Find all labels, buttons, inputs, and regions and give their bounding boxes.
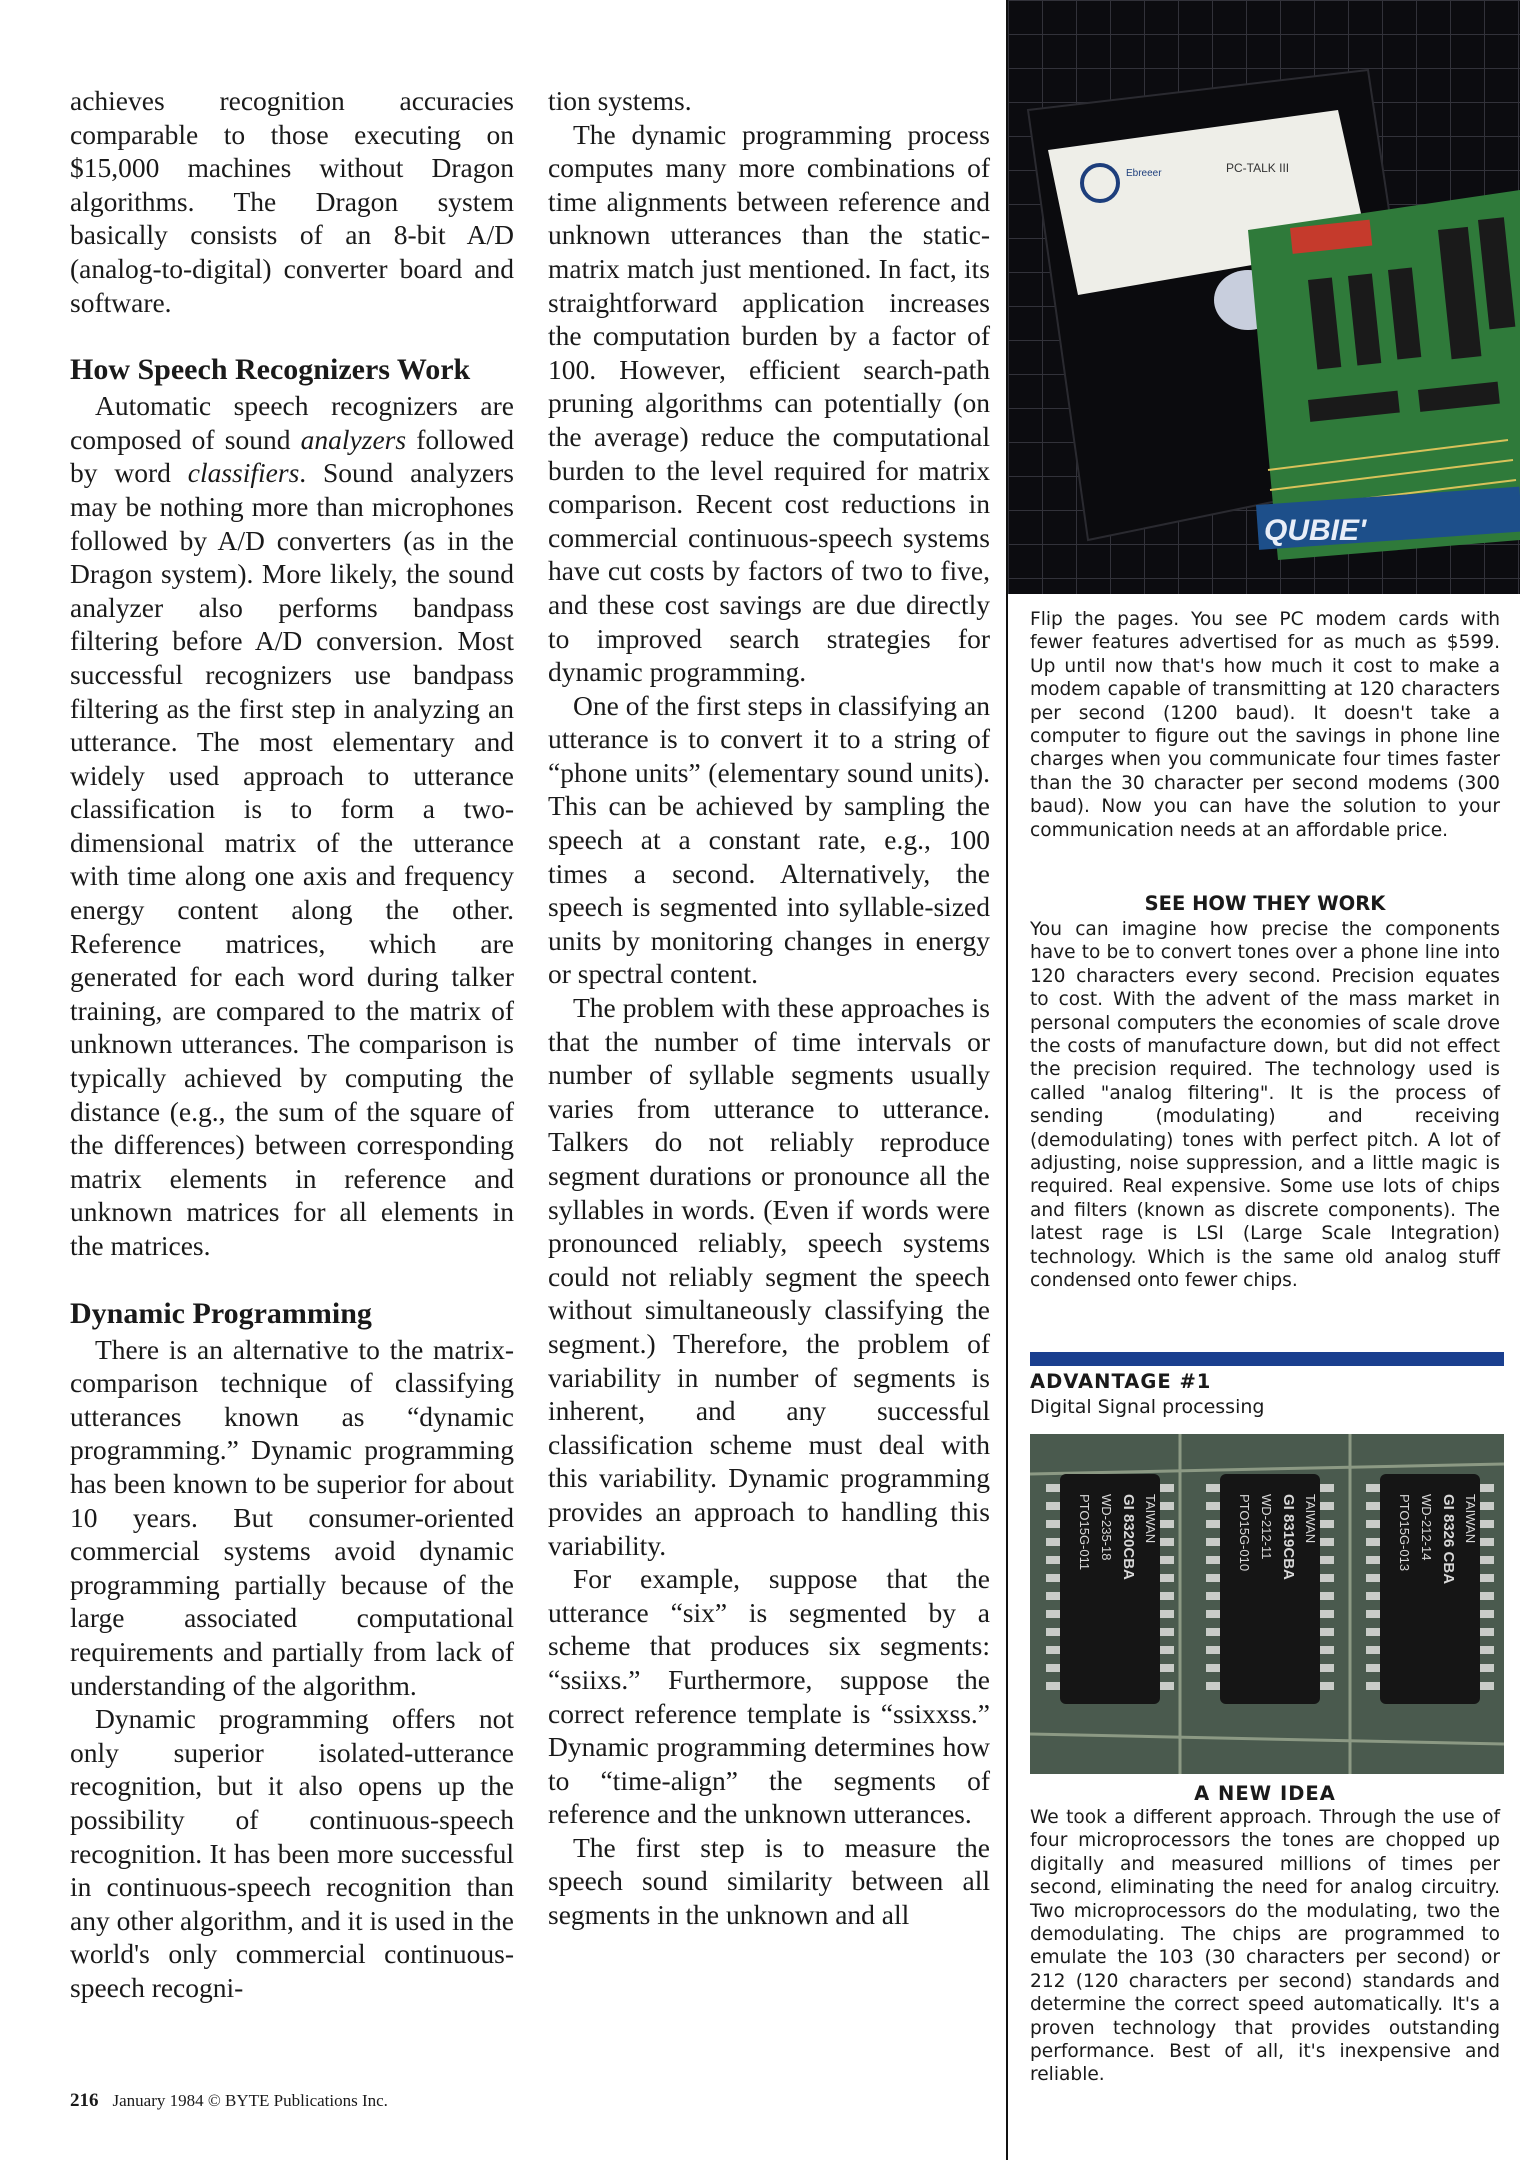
- paragraph: Dynamic programming offers not only superior isolated-utterance recognition, but it also opens up the possibility of continuous-speech recognition. It has been more successful in continuous-speech recognition than any other algorithm, and it is used in the world's only commercial continuous-speech recogni-: [70, 1703, 514, 2003]
- chip-pin: [1320, 1520, 1334, 1528]
- dsp-chip: [1206, 1474, 1334, 1704]
- chip-pin: [1366, 1682, 1380, 1690]
- chip-pin: [1366, 1628, 1380, 1636]
- chip-pin: [1480, 1682, 1494, 1690]
- chip-pin: [1206, 1484, 1220, 1492]
- chips-photo: [1030, 1434, 1504, 1774]
- chip-pin: [1046, 1502, 1060, 1510]
- chip-pin: [1366, 1664, 1380, 1672]
- chip-pin: [1366, 1502, 1380, 1510]
- chip-pin: [1046, 1592, 1060, 1600]
- ad-section-heading: SEE HOW THEY WORK: [1144, 892, 1386, 915]
- ad-new-idea-text: We took a different approach. Through the use of four microprocessors the tones are chopped up digitally and measured millions of times per second, eliminating the need for analog circuitry. Two microprocessors do the modulating, two the demodulating. The chips are programmed to emulate the 103 (30 characters per second) or 212 (120 characters per second) standards and determine the correct speed automatically. It's a proven technology that provides outstanding performance. Best of all, it's inexpensive and reliable.: [1030, 1807, 1500, 2086]
- chip-pin: [1366, 1520, 1380, 1528]
- section-heading: How Speech Recognizers Work: [70, 353, 471, 387]
- chip-label: WD-235-18: [1099, 1494, 1114, 1561]
- chip-label: GI 8320CBA: [1120, 1494, 1137, 1580]
- ad-how-text: You can imagine how precise the components have to be to convert tones over a phone line into 120 characters every second. Precision equates to cost. With the advent of the mass market in personal computers the economies of scale drove the costs of manufacture down, but did not effect the precision required. The technology used is called "analog filtering". It is the process of sending (modulating) and receiving (demodulating) tones with perfect pitch. A lot of adjusting, noise suppression, and a little magic is required. Real expensive. Some use lots of chips and filters (known as discrete components). The latest rage is LSI (Large Scale Integration) technology. Which is the same old analog stuff condensed onto fewer chips.: [1030, 919, 1500, 1292]
- chip-label: TAIWAN: [1143, 1494, 1158, 1544]
- chip-pin: [1320, 1646, 1334, 1654]
- chip-pin: [1046, 1664, 1060, 1672]
- chip-pin: [1206, 1556, 1220, 1564]
- chips-illustration: [1030, 1434, 1504, 1774]
- chip-label: PTO15G-013: [1397, 1494, 1412, 1572]
- chip-pin: [1320, 1574, 1334, 1582]
- chip-pin: [1046, 1628, 1060, 1636]
- chip-pin: [1366, 1556, 1380, 1564]
- chip-pin: [1160, 1556, 1174, 1564]
- dsp-chip: [1366, 1474, 1494, 1704]
- paragraph: Automatic speech recognizers are composed of sound analyzers followed by word classifiers. Sound analyzers may be nothing more than microphones followed by A/D converters (as in the Dragon system). More likely, the sound analyzer also performs bandpass filtering before A/D conversion. Most successful recognizers use bandpass filtering as the first step in analyzing an utterance. The most elementary and widely used approach to utterance classification is to form a two-dimensional matrix of the utterance with time along one axis and frequency energy content along the other. Reference matrices, which are generated for each word during talker training, are compared to the matrix of unknown utterances. The comparison is typically achieved by computing the distance (e.g., the sum of the square of the differences) between corresponding matrix elements in reference and unknown matrices for all elements in the matrices.: [70, 390, 514, 1261]
- chip-pin: [1160, 1592, 1174, 1600]
- chip-pin: [1160, 1502, 1174, 1510]
- chip-pin: [1206, 1682, 1220, 1690]
- advertisement: [1008, 0, 1520, 2160]
- chip-pin: [1160, 1484, 1174, 1492]
- paragraph: The problem with these approaches is that the number of time intervals or number of syllable segments usually varies from utterance to utterance. Talkers do not reliably reproduce segment durations or pronounce all the syllables in words. (Even if words were pronounced reliably, speech systems could not reliably segment the speech without simultaneously classifying the segment.) Therefore, the problem of variability in number of segments is inherent, and any successful classification scheme must deal with this variability. Dynamic programming provides an approach to handling this variability.: [548, 992, 990, 1561]
- chip-pin: [1320, 1484, 1334, 1492]
- chip-pin: [1206, 1628, 1220, 1636]
- chip-pin: [1046, 1520, 1060, 1528]
- chip-label: GI 8326 CBA: [1440, 1494, 1457, 1585]
- chip-pin: [1206, 1502, 1220, 1510]
- chip-pin: [1206, 1538, 1220, 1546]
- chip-pin: [1160, 1610, 1174, 1618]
- chip-pin: [1480, 1592, 1494, 1600]
- chip-pin: [1206, 1610, 1220, 1618]
- chip-pin: [1160, 1664, 1174, 1672]
- page-number: 216: [70, 2090, 99, 2111]
- article-column-2: [548, 84, 990, 1932]
- paragraph: The first step is to measure the speech sound similarity between all segments in the unknown and all: [548, 1831, 990, 1931]
- chip-pin: [1046, 1556, 1060, 1564]
- paragraph: There is an alternative to the matrix-comparison technique of classifying utterances known as “dynamic programming.” Dynamic programming has been known to be superior for about 10 years. But consumer-oriented commercial systems avoid dynamic programming partially because of the large associated computational requirements and partially from lack of understanding of the algorithm.: [70, 1333, 514, 1701]
- chip-pin: [1320, 1502, 1334, 1510]
- chip-pin: [1206, 1664, 1220, 1672]
- chip-pin: [1160, 1628, 1174, 1636]
- ad-advantage-heading: ADVANTAGE #1: [1030, 1370, 1212, 1393]
- chip-pin: [1206, 1646, 1220, 1654]
- chip-pin: [1480, 1556, 1494, 1564]
- chip-pin: [1480, 1628, 1494, 1636]
- disk-label-text: PC-TALK III: [1226, 161, 1290, 175]
- section-heading: Dynamic Programming: [70, 1296, 372, 1330]
- chip-pin: [1160, 1520, 1174, 1528]
- chip-label: WD-212-14: [1419, 1494, 1434, 1561]
- paragraph: One of the first steps in classifying an utterance is to convert it to a string of “phone units” (elementary sound units). This can be achieved by sampling the speech at a constant rate, e.g., 100 times a second. Alternatively, the speech is segmented into syllable-sized units by monitoring changes in energy or spectral content.: [548, 689, 990, 990]
- dsp-chip: [1046, 1474, 1174, 1704]
- paragraph: For example, suppose that the utterance “six” is segmented by a scheme that produces six segments: “ssiixs.” Furthermore, suppose the correct reference template is “ssixxss.” Dynamic programming determines how to “time-align” the segments of reference and the unknown utterances.: [548, 1563, 990, 1830]
- chip-pin: [1320, 1682, 1334, 1690]
- chip-pin: [1046, 1646, 1060, 1654]
- chip-pin: [1480, 1646, 1494, 1654]
- chip-pin: [1480, 1520, 1494, 1528]
- ad-new-idea-heading: A NEW IDEA: [1194, 1782, 1336, 1805]
- chip-pin: [1366, 1592, 1380, 1600]
- ad-advantage-subheading: Digital Signal processing: [1030, 1396, 1265, 1418]
- chip-pin: [1480, 1502, 1494, 1510]
- chip-pin: [1320, 1610, 1334, 1618]
- chip-pin: [1160, 1538, 1174, 1546]
- chip-pin: [1366, 1610, 1380, 1618]
- chip-pin: [1046, 1538, 1060, 1546]
- chip-pin: [1480, 1610, 1494, 1618]
- chip-label: WD-212-11: [1259, 1494, 1274, 1560]
- chip-pin: [1046, 1484, 1060, 1492]
- chip-pin: [1160, 1682, 1174, 1690]
- chip-label: TAIWAN: [1303, 1494, 1318, 1544]
- chip-pin: [1480, 1484, 1494, 1492]
- chip-pin: [1160, 1574, 1174, 1582]
- chip-label: PTO15G-011: [1077, 1494, 1092, 1571]
- chip-pin: [1206, 1574, 1220, 1582]
- chip-pin: [1320, 1664, 1334, 1672]
- chip-pin: [1046, 1574, 1060, 1582]
- paragraph: tion systems.: [548, 85, 692, 116]
- chip-pin: [1206, 1592, 1220, 1600]
- chip-pin: [1480, 1538, 1494, 1546]
- chip-pin: [1320, 1592, 1334, 1600]
- chip-pin: [1206, 1520, 1220, 1528]
- chip-label: PTO15G-010: [1237, 1494, 1252, 1572]
- chip-pin: [1320, 1538, 1334, 1546]
- chip-label: GI 8319CBA: [1280, 1494, 1297, 1580]
- chip-pin: [1160, 1646, 1174, 1654]
- paragraph: The dynamic programming process computes many more combinations of time alignments between reference and unknown utterances than the static-matrix match just mentioned. In fact, its straightforward application increases the computation burden by a factor of 100. However, efficient search-path pruning algorithms can potentially (on the average) reduce the computational burden to the level required for matrix comparison. Recent cost reductions in commercial continuous-speech systems have cut costs by factors of two to five, and these cost savings are due directly to improved search strategies for dynamic programming.: [548, 118, 990, 688]
- chip-pin: [1366, 1646, 1380, 1654]
- modem-card-illustration: [1008, 0, 1520, 594]
- footer-credit: January 1984 © BYTE Publications Inc.: [112, 2091, 388, 2110]
- page-footer: [70, 2090, 388, 2112]
- chip-pin: [1320, 1628, 1334, 1636]
- board-brand: QUBIE': [1264, 514, 1367, 547]
- article-column-1: [70, 84, 514, 2004]
- chip-pin: [1046, 1610, 1060, 1618]
- ad-intro-text: Flip the pages. You see PC modem cards with fewer features advertised for as much as $599. Up until now that's how much it cost to make a modem capable of transmitting at 120 characters per second (1200 baud). It doesn't take a computer to figure out the savings in phone line charges when you communicate four times faster than the 30 character per second modems (300 baud). Now you can have the solution to your communication needs at an affordable price.: [1030, 609, 1500, 841]
- chip-label: TAIWAN: [1463, 1494, 1478, 1544]
- ad-color-bar: [1030, 1352, 1504, 1366]
- chip-pin: [1366, 1538, 1380, 1546]
- modem-card-photo: [1008, 0, 1520, 594]
- chip-pin: [1480, 1664, 1494, 1672]
- chip-pin: [1366, 1484, 1380, 1492]
- chip-pin: [1320, 1556, 1334, 1564]
- chip-pin: [1480, 1574, 1494, 1582]
- disk-maker: Ebreeer: [1126, 168, 1162, 179]
- chip-pin: [1046, 1682, 1060, 1690]
- chip-pin: [1366, 1574, 1380, 1582]
- paragraph: achieves recognition accuracies comparable to those executing on $15,000 machines without Dragon algorithms. The Dragon system basically consists of an 8-bit A/D (analog-to-digital) converter board and software.: [70, 85, 514, 318]
